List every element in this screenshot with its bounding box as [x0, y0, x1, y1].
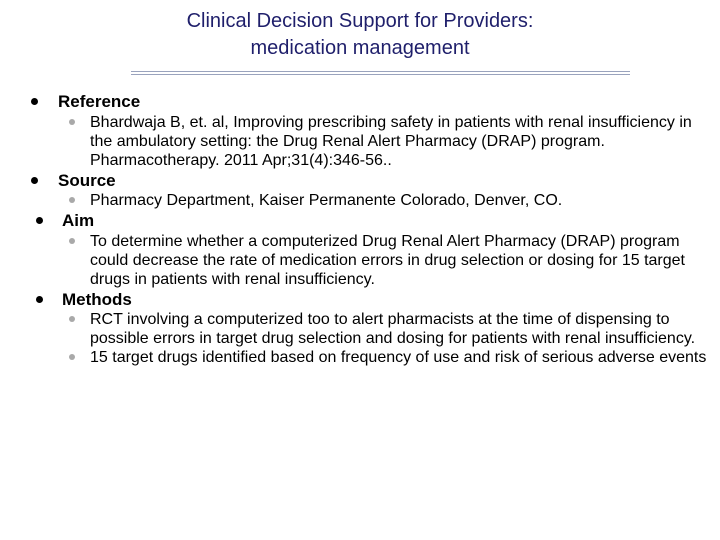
section-aim [0, 210, 720, 232]
slide-title [0, 8, 720, 62]
source-text: Pharmacy Department, Kaiser Permanente Colorado, Denver, CO. [90, 192, 563, 209]
methods-text-1: RCT involving a computerized too to alert pharmacists at the time of dispensing to possible errors in target drug selection and dosing for patients with renal insufficiency. [90, 311, 696, 347]
section-label-aim: Aim [62, 211, 95, 230]
source-item [0, 191, 710, 210]
sub-bullet-icon [69, 119, 75, 125]
methods-item-1 [0, 310, 710, 348]
aim-item [0, 232, 710, 289]
reference-item [0, 113, 710, 170]
bullet-icon [36, 217, 43, 224]
title-divider [131, 71, 630, 75]
section-label-methods: Methods [62, 289, 132, 309]
methods-text-2: 15 target drugs identified based on frequency of use and risk of serious adverse events [90, 349, 707, 366]
bullet-icon [31, 177, 38, 184]
section-label-reference: Reference [58, 92, 141, 111]
bullet-icon [36, 296, 43, 303]
section-methods [0, 289, 720, 311]
slide-title-line-1: Clinical Decision Support for Providers: [186, 10, 534, 32]
bullet-icon [31, 98, 38, 105]
sub-bullet-icon [69, 354, 75, 360]
methods-item-2 [0, 348, 710, 367]
reference-text: Bhardwaja B, et. al, Improving prescribing safety in patients with renal insufficiency in the ambulatory setting: the Drug Renal Alert Pharmacy (DRAP) program. Pharmacotherapy. 2011 Apr;31(4):346-56.. [90, 113, 692, 169]
section-reference [0, 91, 720, 113]
sub-bullet-icon [69, 197, 75, 203]
slide-title-line-2: medication management [250, 37, 470, 59]
aim-text: To determine whether a computerized Drug Renal Alert Pharmacy (DRAP) program could decrease the rate of medication errors in drug selection or dosing for 15 target drugs in patients with renal insufficiency. [90, 232, 685, 288]
sub-bullet-icon [69, 316, 75, 322]
sub-bullet-icon [69, 238, 75, 244]
slide-body [0, 91, 720, 367]
section-label-source: Source [58, 170, 116, 190]
section-source [0, 170, 720, 192]
